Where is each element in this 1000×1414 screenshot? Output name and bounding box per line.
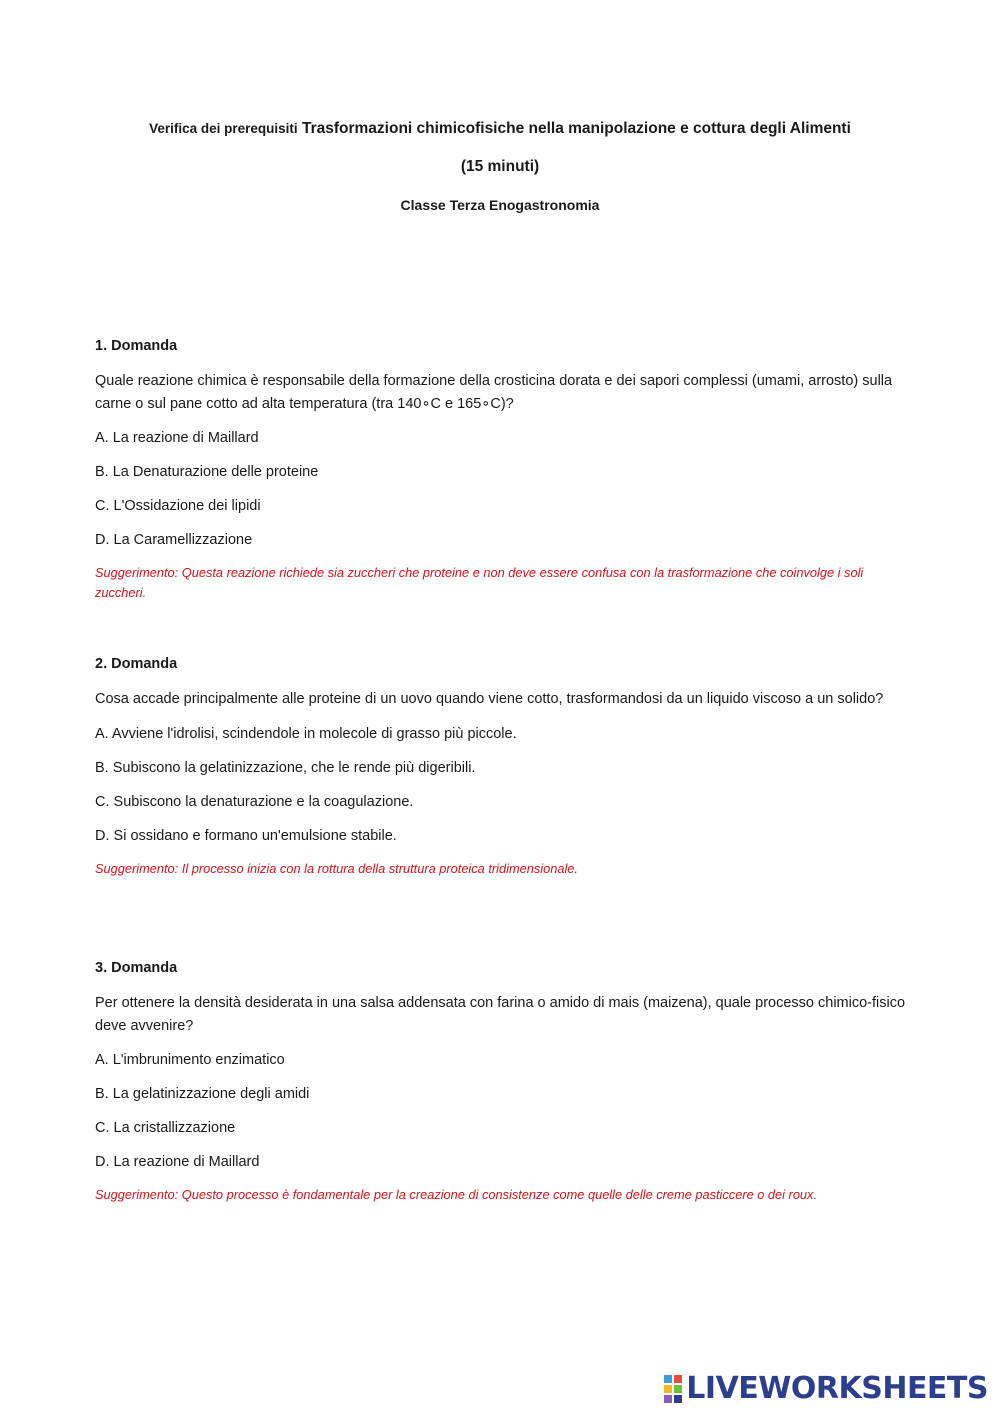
option-a[interactable]: A. La reazione di Maillard (95, 430, 259, 446)
hint-text: Suggerimento: Questo processo è fondamentale per la creazione di consistenze come quelle delle creme pasticcere o dei roux. (95, 1187, 818, 1202)
question-2 (95, 656, 910, 879)
question-heading: 1. Domanda (95, 338, 178, 354)
duration-label: (15 minuti) (460, 158, 540, 175)
question-text: Per ottenere la densità desiderata in una salsa addensata con farina o amido di mais (maizena), quale processo chimico-fisico deve avvenire? (95, 995, 906, 1034)
title-main: Trasformazioni chimicofisiche nella manipolazione e cottura degli Alimenti (301, 120, 851, 137)
option-a[interactable]: A. Avviene l'idrolisi, scindendole in molecole di grasso più piccole. (95, 725, 517, 742)
option-c[interactable]: C. Subiscono la denaturazione e la coagulazione. (95, 793, 414, 810)
option-a[interactable]: A. L'imbrunimento enzimatico (95, 1052, 285, 1068)
question-text: Quale reazione chimica è responsabile della formazione della crosticina dorata e dei sapori complessi (umami, arrosto) sulla carne o sul pane cotto ad alta temperatura (tra 140∘C e 165∘C)? (95, 373, 893, 412)
question-3 (95, 960, 910, 1205)
logo-square (664, 1385, 672, 1393)
logo-square (674, 1395, 682, 1403)
option-c[interactable]: C. L'Ossidazione dei lipidi (95, 498, 261, 514)
logo-square (674, 1385, 682, 1393)
option-b[interactable]: B. La Denaturazione delle proteine (95, 464, 319, 480)
worksheet-title (0, 120, 1000, 138)
option-d[interactable]: D. Si ossidano e formano un'emulsione stabile. (95, 827, 397, 844)
logo-square (674, 1375, 682, 1383)
hint-text: Suggerimento: Questa reazione richiede sia zuccheri che proteine e non deve essere confusa con la trasformazione che coinvolge i soli zuccheri. (95, 565, 864, 600)
logo-mark-icon (664, 1375, 682, 1403)
class-label: Classe Terza Enogastronomia (400, 197, 600, 213)
question-1 (95, 338, 910, 603)
question-text: Cosa accade principalmente alle proteine di un uovo quando viene cotto, trasformandosi da un liquido viscoso a un solido? (95, 691, 884, 707)
question-heading: 3. Domanda (95, 960, 178, 976)
option-d[interactable]: D. La Caramellizzazione (95, 532, 253, 548)
title-prefix: Verifica dei prerequisiti (149, 121, 298, 136)
option-b[interactable]: B. Subiscono la gelatinizzazione, che le rende più digeribili. (95, 759, 476, 776)
liveworksheets-logo (664, 1371, 988, 1406)
logo-square (664, 1395, 672, 1403)
logo-square (664, 1375, 672, 1383)
logo-text: LIVEWORKSHEETS (686, 1371, 988, 1406)
question-heading: 2. Domanda (95, 656, 178, 672)
hint-text: Suggerimento: Il processo inizia con la rottura della struttura proteica tridimensionale. (95, 860, 578, 876)
option-c[interactable]: C. La cristallizzazione (95, 1120, 236, 1136)
option-b[interactable]: B. La gelatinizzazione degli amidi (95, 1086, 310, 1102)
option-d[interactable]: D. La reazione di Maillard (95, 1154, 260, 1170)
